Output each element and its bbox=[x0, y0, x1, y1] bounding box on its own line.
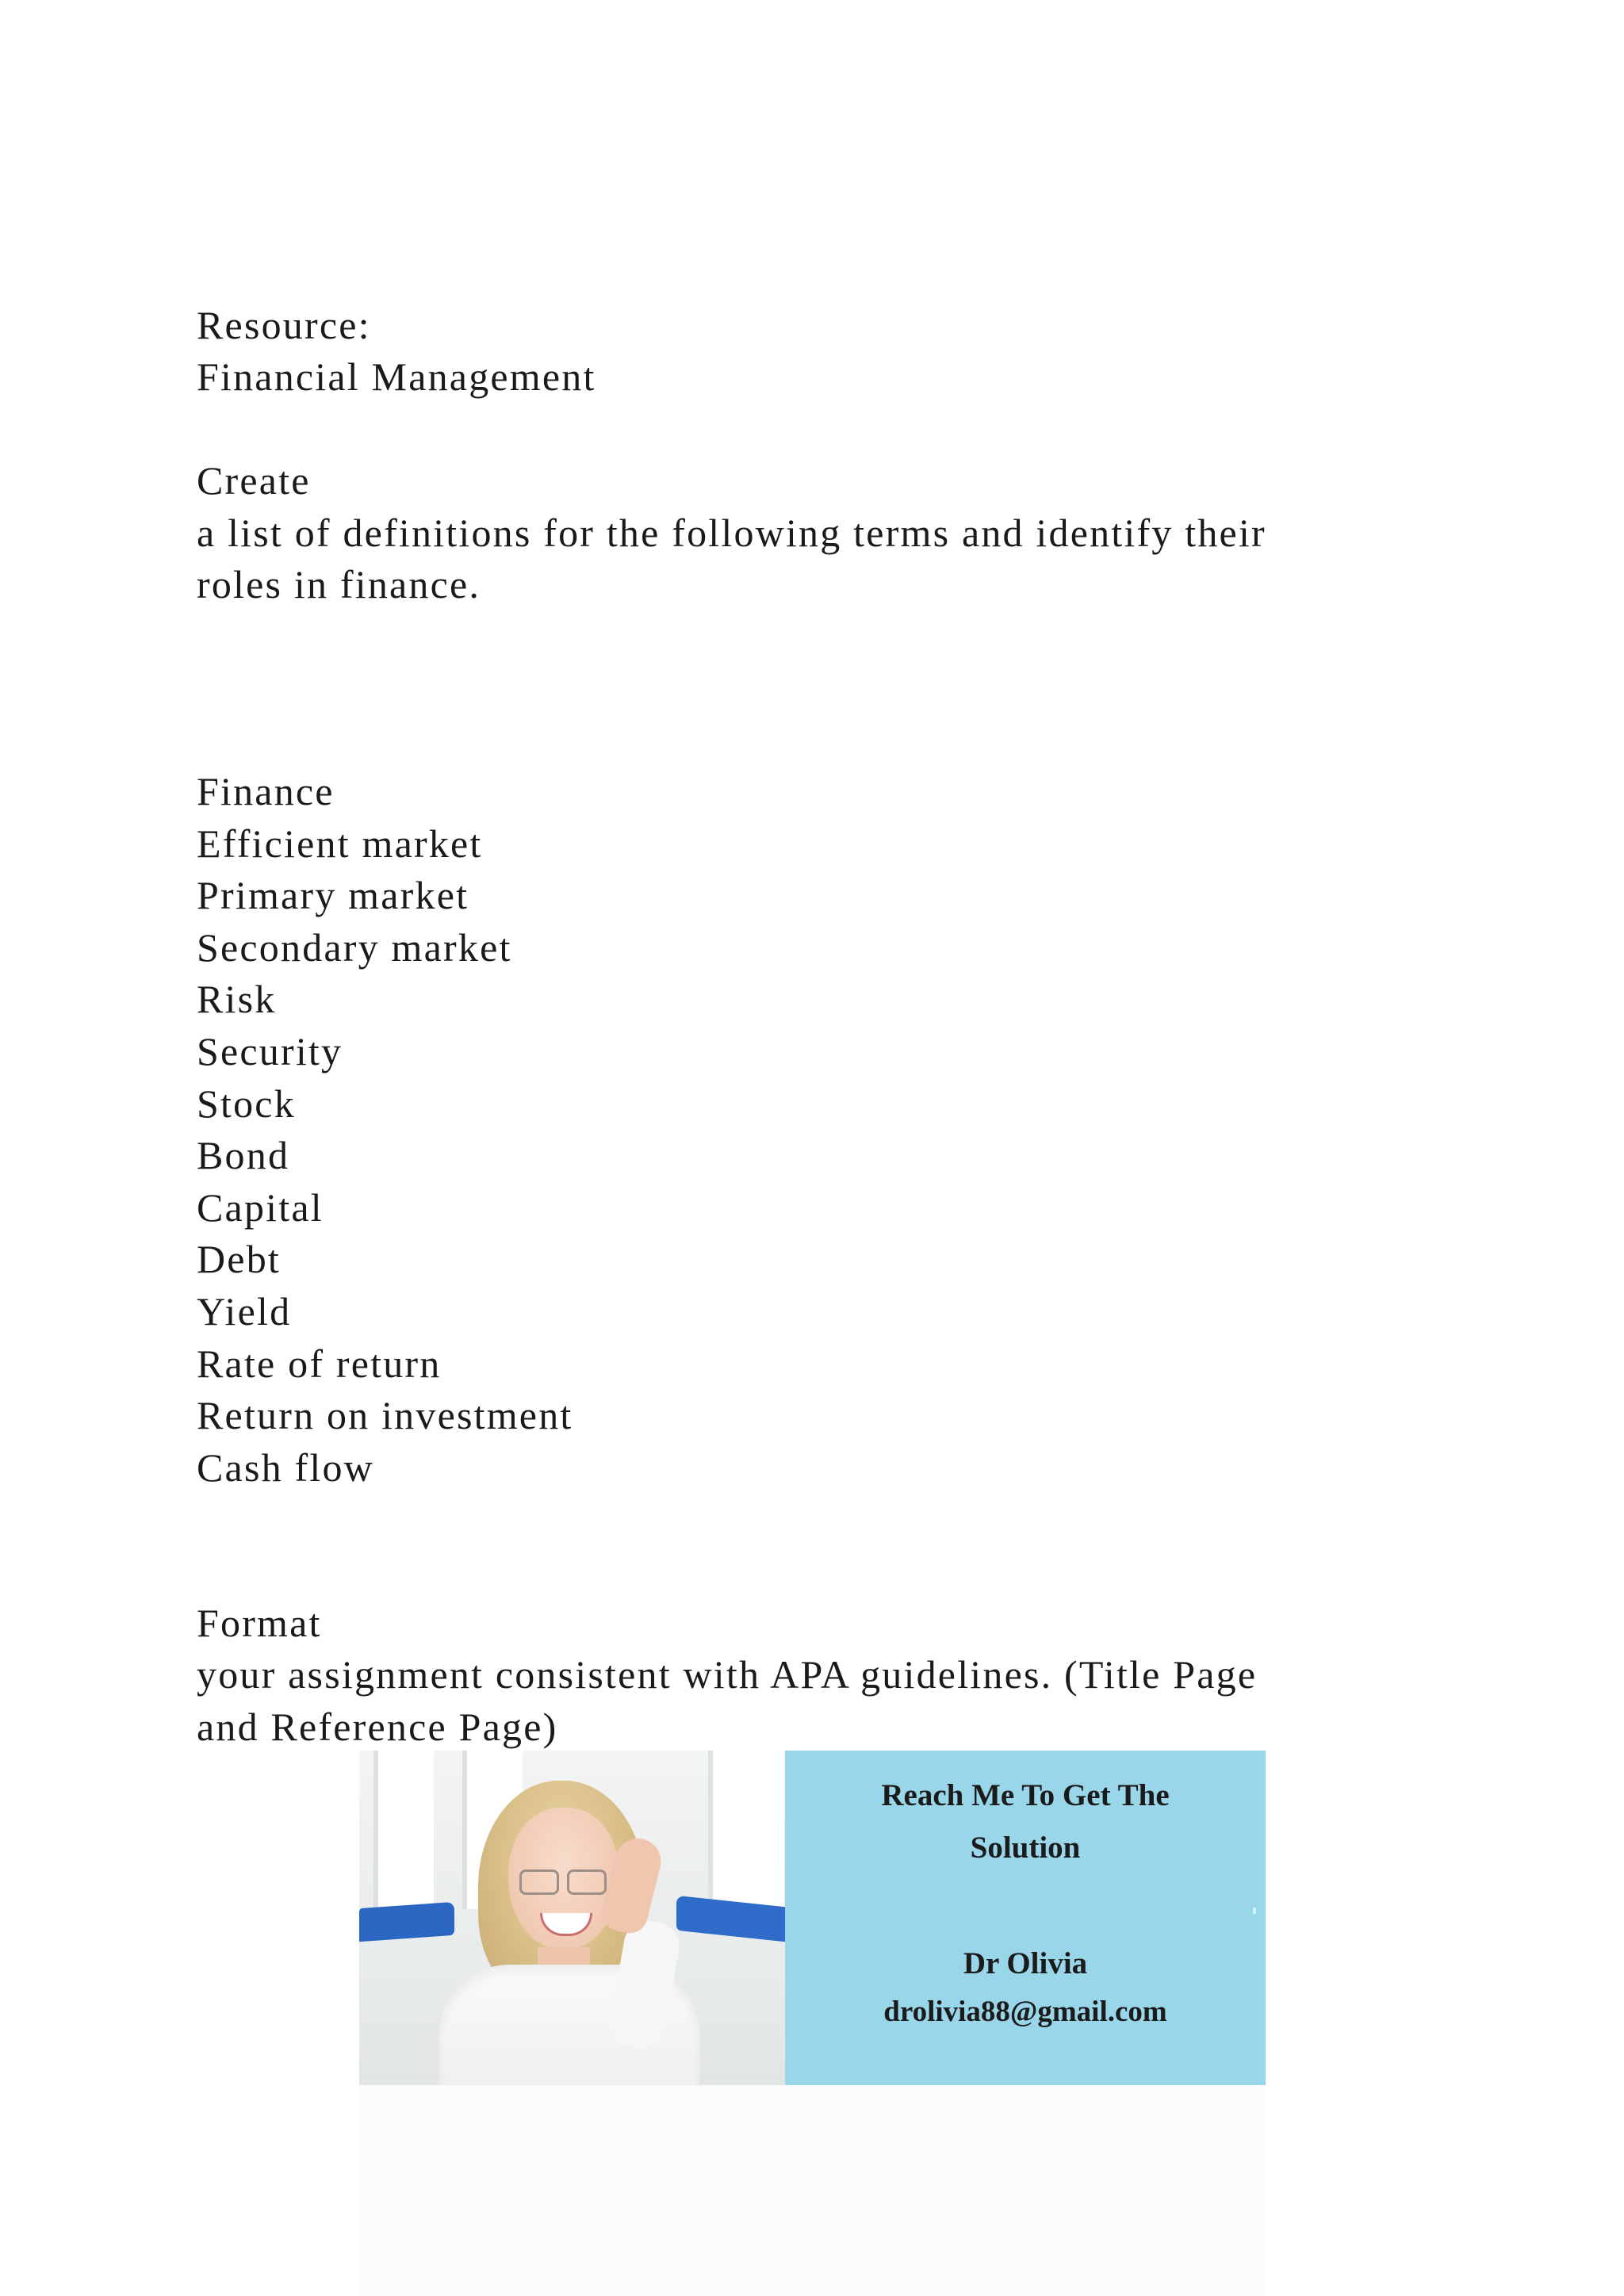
tutor-name: Dr Olivia bbox=[963, 1946, 1088, 1980]
resource-value: Financial Management bbox=[197, 354, 596, 399]
term-item: Capital bbox=[197, 1184, 324, 1230]
speck bbox=[1253, 1908, 1256, 1914]
banner-line-1: Reach Me To Get The bbox=[881, 1778, 1170, 1812]
term-item: Finance bbox=[197, 769, 335, 813]
contact-panel bbox=[785, 1751, 1266, 2085]
term-item: Secondary market bbox=[197, 924, 512, 970]
term-item: Rate of return bbox=[197, 1341, 442, 1386]
tutor-photo bbox=[359, 1751, 785, 2085]
term-item: Stock bbox=[197, 1081, 296, 1126]
format-label: Format bbox=[197, 1601, 322, 1645]
term-item: Cash flow bbox=[197, 1445, 374, 1490]
banner-line-2: Solution bbox=[970, 1831, 1081, 1865]
banner-shadow-area bbox=[359, 2085, 1266, 2296]
term-item: Return on investment bbox=[197, 1393, 573, 1438]
blue-chair bbox=[359, 1902, 454, 1942]
term-item: Security bbox=[197, 1028, 343, 1073]
create-label: Create bbox=[197, 458, 311, 503]
instruction-line-1: a list of definitions for the following terms and identify their bbox=[197, 511, 1266, 555]
term-item: Efficient market bbox=[197, 821, 483, 866]
terms-list bbox=[197, 766, 573, 1494]
resource-label: Resource: bbox=[197, 303, 371, 347]
term-item: Primary market bbox=[197, 873, 469, 918]
format-line-2: and Reference Page) bbox=[197, 1705, 558, 1749]
glasses-icon bbox=[519, 1869, 559, 1895]
term-item: Debt bbox=[197, 1237, 281, 1282]
promo-banner bbox=[359, 1751, 1266, 2085]
window-pane bbox=[373, 1751, 434, 1917]
contact-email[interactable]: drolivia88@gmail.com bbox=[883, 1996, 1167, 2028]
term-item: Risk bbox=[197, 977, 277, 1022]
glasses-icon bbox=[567, 1869, 607, 1895]
term-item: Yield bbox=[197, 1288, 292, 1334]
format-line-1: your assignment consistent with APA guidelines. (Title Page bbox=[197, 1652, 1258, 1697]
term-item: Bond bbox=[197, 1133, 290, 1178]
instruction-line-2: roles in finance. bbox=[197, 562, 481, 607]
